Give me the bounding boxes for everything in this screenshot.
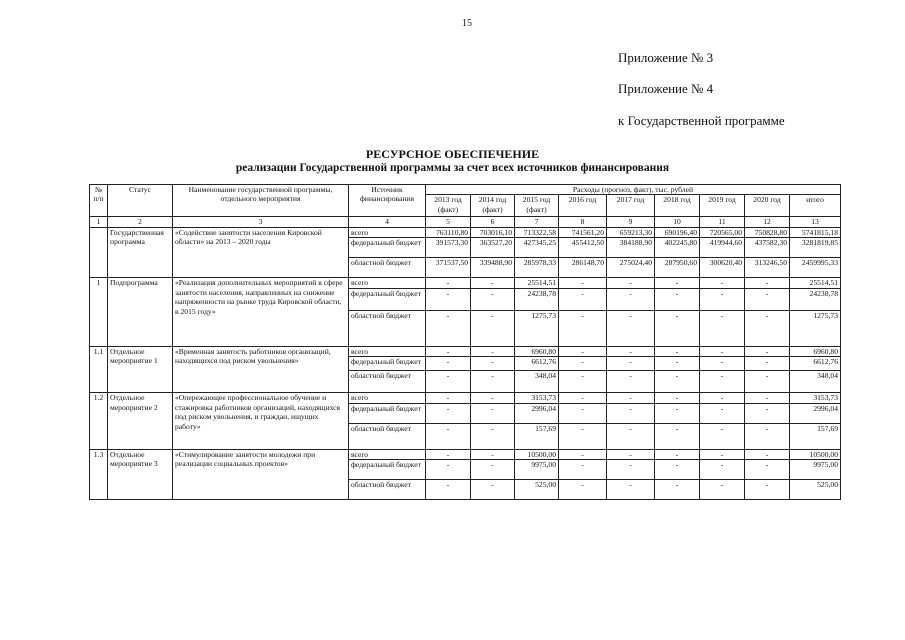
expense-value: - [607, 278, 655, 288]
header-year: 2014 год (факт) [471, 195, 515, 217]
funding-source: всего [349, 227, 426, 237]
expense-value: - [559, 357, 607, 371]
block-name: «Стимулирование занятости молодежи при реализации социальных проектов» [173, 449, 349, 499]
table-row [90, 278, 841, 288]
expense-value: 275024,40 [607, 258, 655, 278]
expense-value: 6612,76 [790, 357, 841, 371]
expense-value: - [607, 460, 655, 480]
expense-value: 9975,00 [790, 460, 841, 480]
column-number: 9 [607, 217, 655, 227]
table-row [90, 393, 841, 403]
header-year: 2019 год [700, 195, 745, 217]
expense-value: - [655, 460, 700, 480]
expense-value: - [700, 288, 745, 310]
expense-value: 741561,20 [559, 227, 607, 237]
expense-value: 525,00 [790, 480, 841, 500]
funding-source: всего [349, 449, 426, 459]
expense-value: - [655, 288, 700, 310]
expense-value: 763110,80 [426, 227, 471, 237]
expense-value: - [426, 393, 471, 403]
expense-value: - [426, 278, 471, 288]
expense-value: 384188,90 [607, 238, 655, 258]
document-subtitle: реализации Государственной программы за счет всех источников финансирования [235, 162, 670, 174]
block-status: Государственная программа [108, 227, 173, 277]
expense-value: - [700, 449, 745, 459]
expense-value: 25514,51 [515, 278, 559, 288]
expense-value: - [745, 371, 790, 393]
expense-value: - [745, 278, 790, 288]
funding-source: областной бюджет [349, 423, 426, 449]
expense-value: 300620,40 [700, 258, 745, 278]
expense-value: - [559, 310, 607, 346]
expense-value: - [607, 423, 655, 449]
funding-source: областной бюджет [349, 310, 426, 346]
expense-value: 437582,30 [745, 238, 790, 258]
funding-source: областной бюджет [349, 371, 426, 393]
expense-value: - [426, 346, 471, 356]
expense-value: - [745, 449, 790, 459]
annex-3-label: Приложение № 3 [618, 50, 714, 65]
expense-value: - [426, 371, 471, 393]
expense-value: 363527,20 [471, 238, 515, 258]
expense-value: - [607, 480, 655, 500]
header-year: 2018 год [655, 195, 700, 217]
expense-value: - [700, 371, 745, 393]
page-number: 15 [462, 18, 472, 29]
expense-value: - [426, 357, 471, 371]
expense-value: 402245,80 [655, 238, 700, 258]
expense-value: - [471, 371, 515, 393]
expense-value: 3281819,85 [790, 238, 841, 258]
column-number: 10 [655, 217, 700, 227]
header-year: 2020 год [745, 195, 790, 217]
expense-value: - [745, 403, 790, 423]
funding-source: федеральный бюджет [349, 403, 426, 423]
expense-value: 6612,76 [515, 357, 559, 371]
expense-value: - [559, 480, 607, 500]
expense-value: - [607, 393, 655, 403]
expense-value: - [471, 278, 515, 288]
expense-value: 25514,51 [790, 278, 841, 288]
expense-value: - [426, 310, 471, 346]
block-status: Подпрограмма [108, 278, 173, 346]
expense-value: - [745, 460, 790, 480]
expense-value: - [426, 288, 471, 310]
expense-value: - [426, 460, 471, 480]
expense-value: 419944,60 [700, 238, 745, 258]
expense-value: 287950,60 [655, 258, 700, 278]
header-expenses: Расходы (прогноз, факт), тыс. рублей [426, 185, 841, 195]
expense-value: - [700, 393, 745, 403]
funding-source: всего [349, 278, 426, 288]
expense-value: - [607, 310, 655, 346]
expense-value: - [700, 310, 745, 346]
expense-value: - [655, 449, 700, 459]
expense-value: - [426, 423, 471, 449]
expense-value: 690196,40 [655, 227, 700, 237]
expense-value: - [745, 357, 790, 371]
expense-value: - [559, 346, 607, 356]
expense-value: 703016,10 [471, 227, 515, 237]
funding-source: федеральный бюджет [349, 238, 426, 258]
expense-value: 1275,73 [790, 310, 841, 346]
expense-value: - [655, 310, 700, 346]
expense-value: 348,04 [790, 371, 841, 393]
header-year: 2015 год (факт) [515, 195, 559, 217]
expense-value: 455412,50 [559, 238, 607, 258]
header-year: 2013 год (факт) [426, 195, 471, 217]
expense-value: 5741815,18 [790, 227, 841, 237]
expense-value: - [655, 371, 700, 393]
block-number [90, 227, 108, 277]
expense-value: - [607, 357, 655, 371]
expense-value: - [700, 403, 745, 423]
funding-source: федеральный бюджет [349, 357, 426, 371]
expense-value: - [607, 449, 655, 459]
table-row [90, 346, 841, 356]
block-name: «Реализация дополнительных мероприятий в сфере занятости населения, направленных на снижение напряженности на рынке труда Кировской области, в 2015 году» [173, 278, 349, 346]
expense-value: 391573,30 [426, 238, 471, 258]
block-number: 1.1 [90, 346, 108, 392]
header-year: итого [790, 195, 841, 217]
expense-value: - [471, 346, 515, 356]
expense-value: - [559, 460, 607, 480]
block-name: «Содействие занятости населения Кировской области» на 2013 – 2020 годы [173, 227, 349, 277]
expense-value: - [471, 460, 515, 480]
expense-value: 1275,73 [515, 310, 559, 346]
expense-value: 24238,78 [790, 288, 841, 310]
expense-value: - [700, 357, 745, 371]
header-status: Статус [108, 185, 173, 217]
column-number: 5 [426, 217, 471, 227]
block-number: 1.3 [90, 449, 108, 499]
resource-table [89, 184, 841, 500]
expense-value: 2996,04 [515, 403, 559, 423]
expense-value: - [745, 423, 790, 449]
block-status: Отдельное мероприятие 1 [108, 346, 173, 392]
expense-value: - [655, 346, 700, 356]
expense-value: - [559, 393, 607, 403]
funding-source: областной бюджет [349, 258, 426, 278]
expense-value: 10500,00 [515, 449, 559, 459]
expense-value: - [471, 357, 515, 371]
header-year: 2017 год [607, 195, 655, 217]
column-number: 6 [471, 217, 515, 227]
expense-value: - [607, 371, 655, 393]
block-name: «Временная занятость работников организаций, находящихся под риском увольнения» [173, 346, 349, 392]
column-number: 12 [745, 217, 790, 227]
expense-value: - [700, 423, 745, 449]
header-num: № п/п [90, 185, 108, 217]
header-name: Наименование государственной программы, отдельного мероприятия [173, 185, 349, 217]
expense-value: - [426, 449, 471, 459]
expense-value: - [700, 460, 745, 480]
document-title: РЕСУРСНОЕ ОБЕСПЕЧЕНИЕ [365, 147, 540, 161]
header-year: 2016 год [559, 195, 607, 217]
expense-value: - [700, 278, 745, 288]
column-number: 4 [349, 217, 426, 227]
block-name: «Опережающее профессиональное обучение и стажировка работников организаций, находящихся под риском увольнения, и граждан, ищущих работу» [173, 393, 349, 449]
column-number: 2 [108, 217, 173, 227]
expense-value: - [471, 423, 515, 449]
expense-value: - [745, 480, 790, 500]
expense-value: - [655, 480, 700, 500]
expense-value: 720565,00 [700, 227, 745, 237]
expense-value: - [607, 403, 655, 423]
expense-value: 339488,90 [471, 258, 515, 278]
expense-value: - [700, 346, 745, 356]
expense-value: - [745, 288, 790, 310]
table-row [90, 227, 841, 237]
expense-value: - [559, 278, 607, 288]
expense-value: - [559, 288, 607, 310]
expense-value: - [745, 346, 790, 356]
expense-value: 24238,78 [515, 288, 559, 310]
expense-value: - [559, 449, 607, 459]
column-number: 1 [90, 217, 108, 227]
expense-value: - [655, 423, 700, 449]
expense-value: - [607, 288, 655, 310]
block-status: Отдельное мероприятие 3 [108, 449, 173, 499]
expense-value: 10500,00 [790, 449, 841, 459]
expense-value: - [559, 423, 607, 449]
expense-value: - [655, 357, 700, 371]
expense-value: - [700, 480, 745, 500]
expense-value: 6960,80 [790, 346, 841, 356]
expense-value: 2996,04 [790, 403, 841, 423]
expense-value: 6960,80 [515, 346, 559, 356]
expense-value: 713322,58 [515, 227, 559, 237]
expense-value: - [745, 393, 790, 403]
expense-value: 285978,33 [515, 258, 559, 278]
expense-value: 348,04 [515, 371, 559, 393]
expense-value: - [471, 403, 515, 423]
expense-value: 157,69 [790, 423, 841, 449]
funding-source: всего [349, 393, 426, 403]
expense-value: 525,00 [515, 480, 559, 500]
expense-value: 157,69 [515, 423, 559, 449]
expense-value: 286148,70 [559, 258, 607, 278]
column-number: 13 [790, 217, 841, 227]
funding-source: областной бюджет [349, 480, 426, 500]
column-number: 8 [559, 217, 607, 227]
column-number: 7 [515, 217, 559, 227]
expense-value: - [471, 393, 515, 403]
expense-value: 3153,73 [515, 393, 559, 403]
expense-value: 427345,25 [515, 238, 559, 258]
expense-value: - [607, 346, 655, 356]
column-number: 11 [700, 217, 745, 227]
expense-value: - [559, 371, 607, 393]
expense-value: 750828,80 [745, 227, 790, 237]
expense-value: - [559, 403, 607, 423]
expense-value: - [471, 449, 515, 459]
expense-value: 2459995,33 [790, 258, 841, 278]
block-status: Отдельное мероприятие 2 [108, 393, 173, 449]
table-row [90, 449, 841, 459]
block-number: 1 [90, 278, 108, 346]
expense-value: 313246,50 [745, 258, 790, 278]
expense-value: - [426, 480, 471, 500]
expense-value: - [655, 403, 700, 423]
expense-value: - [471, 288, 515, 310]
expense-value: - [655, 278, 700, 288]
annex-4-label: Приложение № 4 [618, 81, 714, 96]
expense-value: - [471, 310, 515, 346]
funding-source: всего [349, 346, 426, 356]
expense-value: - [471, 480, 515, 500]
expense-value: 371537,50 [426, 258, 471, 278]
expense-value: 9975,00 [515, 460, 559, 480]
expense-value: 659213,30 [607, 227, 655, 237]
funding-source: федеральный бюджет [349, 288, 426, 310]
block-number: 1.2 [90, 393, 108, 449]
annex-to-label: к Государственной программе [618, 113, 785, 128]
column-number: 3 [173, 217, 349, 227]
header-source: Источник финансирования [349, 185, 426, 217]
expense-value: - [655, 393, 700, 403]
expense-value: - [426, 403, 471, 423]
expense-value: 3153,73 [790, 393, 841, 403]
expense-value: - [745, 310, 790, 346]
funding-source: федеральный бюджет [349, 460, 426, 480]
